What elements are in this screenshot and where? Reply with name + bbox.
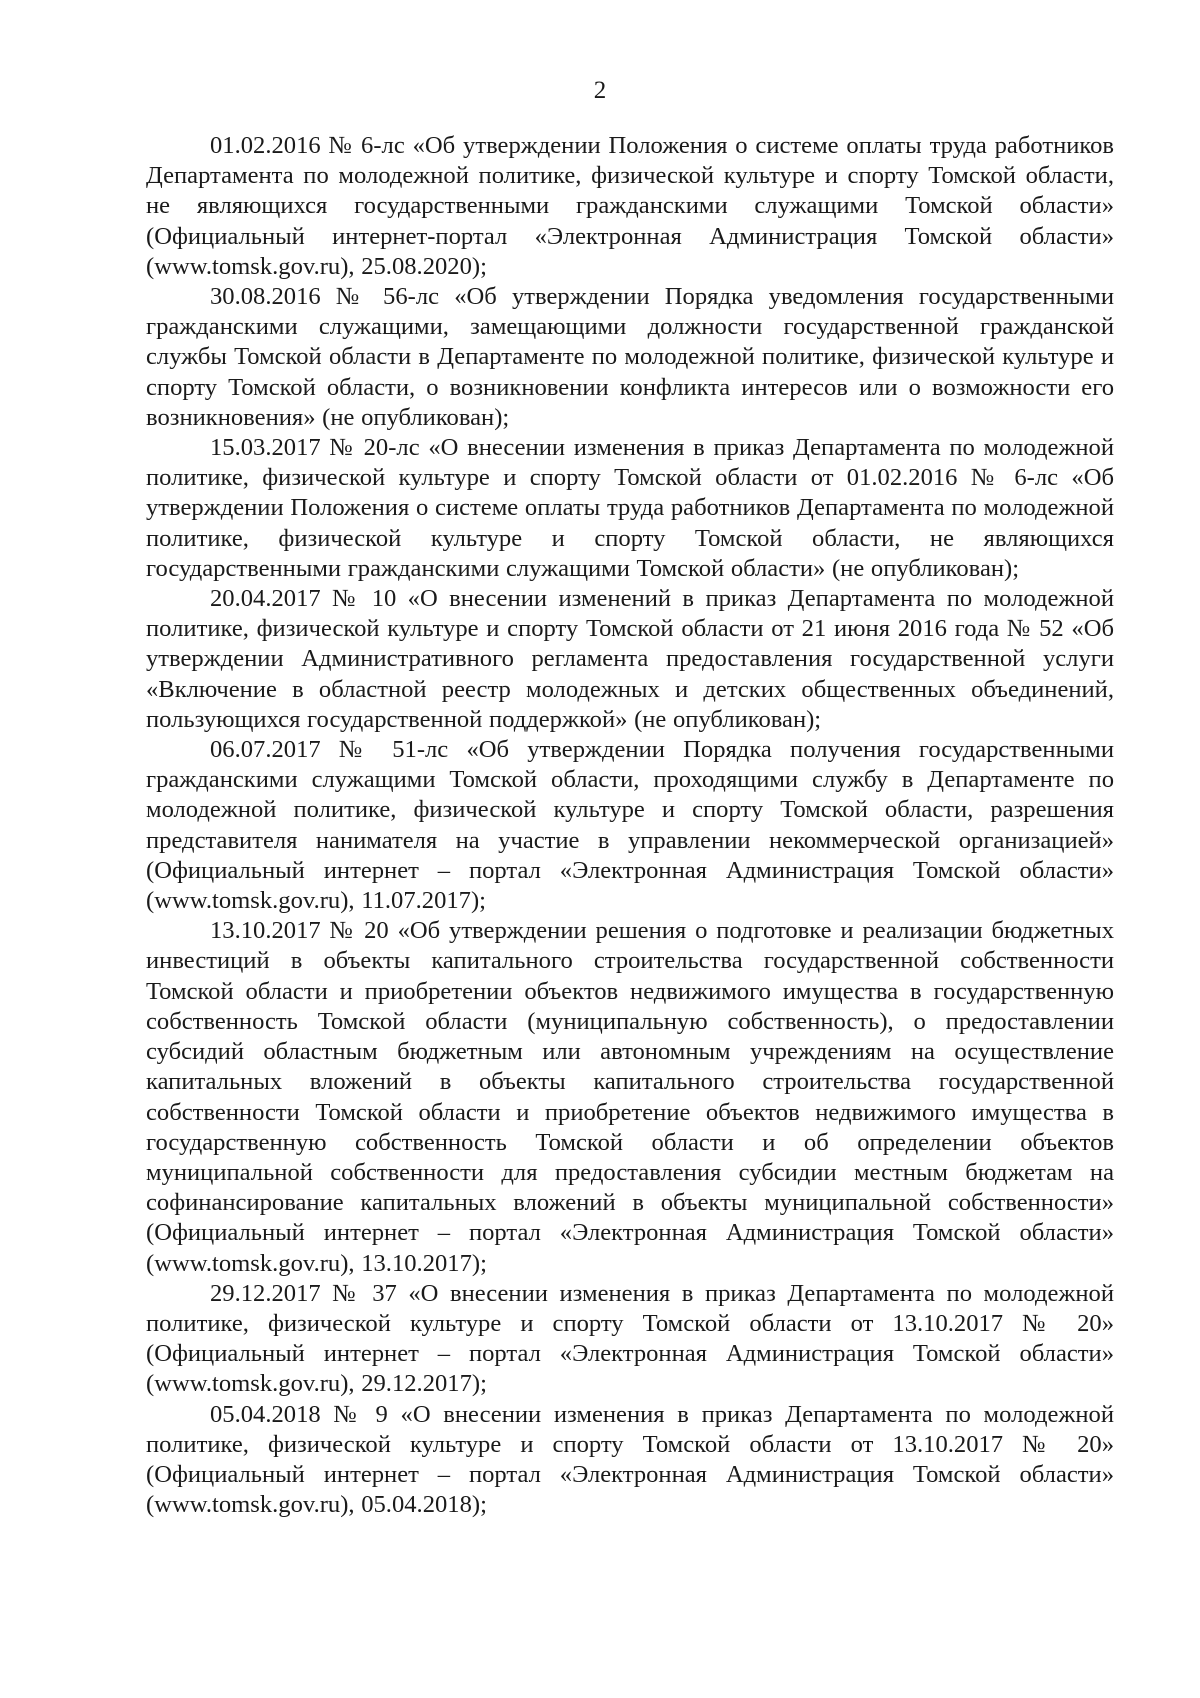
paragraph-order-20-04-2017: 20.04.2017 № 10 «О внесении изменений в приказ Департамента по молодежной политике, физической культуре и спорту Томской области от 21 июня 2016 года № 52 «Об утверждении Административного регламента предоставления государственной услуги «Включение в областной реестр молодежных и детских общественных объединений, пользующихся государственной поддержкой» (не опубликован); [146, 585, 1114, 733]
paragraph-order-01-02-2016: 01.02.2016 № 6-лс «Об утверждении Положения о системе оплаты труда работников Департамента по молодежной политике, физической культуре и спорту Томской области, не являющихся государственными гражданскими служащими Томской области» (Официальный интернет-портал «Электронная Администрация Томской области» (www.tomsk.gov.ru), 25.08.2020); [146, 132, 1114, 280]
paragraph-order-05-04-2018: 05.04.2018 № 9 «О внесении изменения в приказ Департамента по молодежной политике, физической культуре и спорту Томской области от 13.10.2017 № 20» (Официальный интернет – портал «Электронная Администрация Томской области» (www.tomsk.gov.ru), 05.04.2018); [146, 1400, 1114, 1519]
paragraph-order-30-08-2016: 30.08.2016 № 56-лс «Об утверждении Порядка уведомления государственными гражданскими служащими, замещающими должности государственной гражданской службы Томской области в Департаменте по молодежной политике, физической культуре и спорту Томской области, о возникновении конфликта интересов или о возможности его возникновения» (не опубликован); [146, 283, 1114, 431]
document-body [146, 131, 1114, 1520]
paragraph-order-06-07-2017: 06.07.2017 № 51-лс «Об утверждении Порядка получения государственными гражданскими служащими Томской области, проходящими службу в Департаменте по молодежной политике, физической культуре и спорту Томской области, разрешения представителя нанимателя на участие в управлении некоммерческой организацией» (Официальный интернет – портал «Электронная Администрация Томской области» (www.tomsk.gov.ru), 11.07.2017); [146, 736, 1114, 915]
paragraph-order-13-10-2017: 13.10.2017 № 20 «Об утверждении решения о подготовке и реализации бюджетных инвестиций в объекты капитального строительства государственной собственности Томской области и приобретении объектов недвижимого имущества в государственную собственность Томской области (муниципальную собственность), о предоставлении субсидий областным бюджетным или автономным учреждениям на осуществление капитальных вложений в объекты капитального строительства государственной собственности Томской области и приобретение объектов недвижимого имущества в государственную собственность Томской области и об определении объектов муниципальной собственности для предоставления субсидии местным бюджетам на софинансирование капитальных вложений в объекты муниципальной собственности» (Официальный интернет – портал «Электронная Администрация Томской области» (www.tomsk.gov.ru), 13.10.2017); [146, 917, 1114, 1277]
paragraph-order-15-03-2017: 15.03.2017 № 20-лс «О внесении изменения в приказ Департамента по молодежной политике, физической культуре и спорту Томской области от 01.02.2016 № 6-лс «Об утверждении Положения о системе оплаты труда работников Департамента по молодежной политике, физической культуре и спорту Томской области, не являющихся государственными гражданскими служащими Томской области» (не опубликован); [146, 434, 1114, 582]
page-number: 2 [593, 77, 607, 104]
paragraph-order-29-12-2017: 29.12.2017 № 37 «О внесении изменения в приказ Департамента по молодежной политике, физической культуре и спорту Томской области от 13.10.2017 № 20» (Официальный интернет – портал «Электронная Администрация Томской области» (www.tomsk.gov.ru), 29.12.2017); [146, 1279, 1114, 1398]
